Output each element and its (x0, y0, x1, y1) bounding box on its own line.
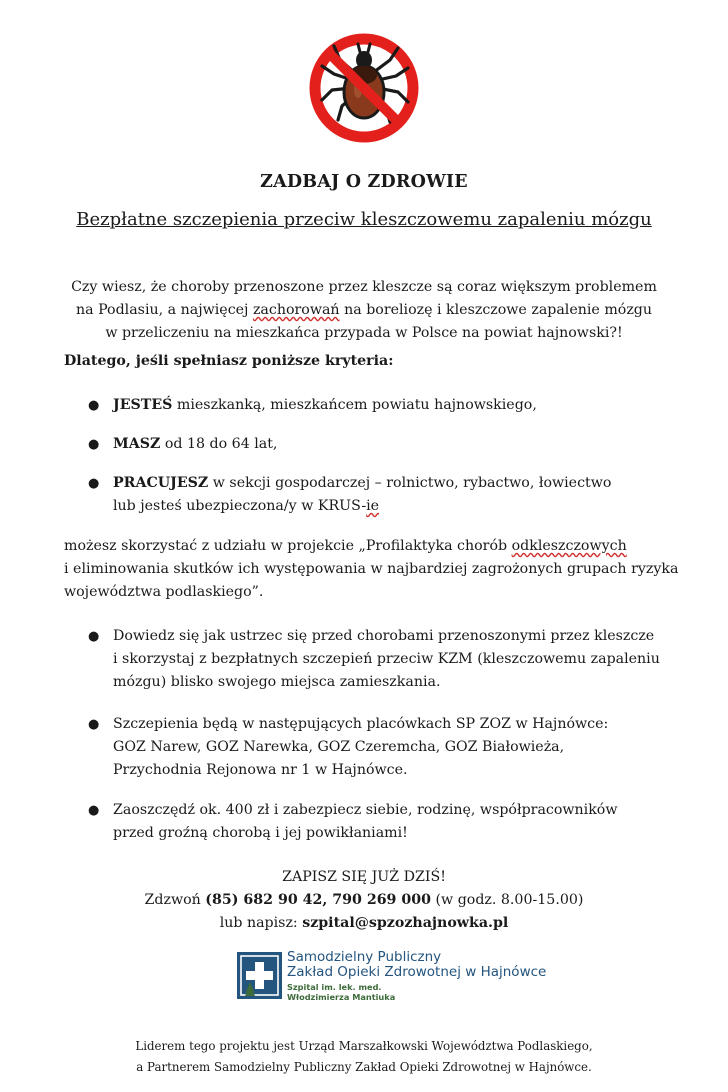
intro-line: w przeliczeniu na mieszkańca przypada w Polsce na powiat hajnowski?! (105, 325, 623, 341)
info-item: ● Zaoszczędź ok. 400 zł i zabezpiecz siebie, rodzinę, współpracowników przed groźną chorobą i jej powikłaniami! (113, 799, 673, 845)
project-paragraph (64, 535, 684, 604)
spellcheck-word: ie (366, 498, 380, 514)
page-subtitle: Bezpłatne szczepienia przeciw kleszczowemu zapaleniu mózgu (76, 209, 652, 230)
spellcheck-word: zachorowań (252, 302, 340, 318)
bullet-icon: ● (88, 803, 100, 818)
signup-phone-line: Zdzwoń (85) 682 90 42, 790 269 000 (w godz. 8.00-15.00) (144, 892, 584, 908)
no-ticks-sign-icon (306, 30, 422, 146)
signup-cta: ZAPISZ SIĘ JUŻ DZIŚ! (282, 869, 446, 885)
phone-numbers: (85) 682 90 42, 790 269 000 (205, 892, 431, 908)
criteria-item: ● JESTEŚ mieszkanką, mieszkańcem powiatu hajnowskiego, (113, 394, 673, 417)
bullet-icon: ● (88, 629, 100, 644)
criteria-lead: Dlatego, jeśli spełniasz poniższe kryteria: (64, 353, 394, 369)
spellcheck-word: odkleszczowych (511, 538, 627, 554)
footer-note: Liderem tego projektu jest Urząd Marszałkowski Województwa Podlaskiego, a Partnerem Samodzielny Publiczny Zakład Opieki Zdrowotnej w Hajnówce. (135, 1039, 593, 1074)
intro-paragraph (0, 276, 728, 345)
intro-line: na Podlasiu, a najwięcej zachorowań na boreliozę i kleszczowe zapalenie mózgu (75, 302, 653, 318)
criteria-item: ● PRACUJESZ w sekcji gospodarczej – rolnictwo, rybactwo, łowiectwo lub jesteś ubezpieczona/y w KRUS-ie (113, 472, 673, 518)
signup-email-line: lub napisz: szpital@spzozhajnowka.pl (219, 915, 509, 931)
hospital-cross-logo-icon (237, 952, 282, 999)
bullet-icon: ● (88, 437, 100, 452)
hospital-logo-text: Samodzielny Publiczny Zakład Opieki Zdrowotnej w Hajnówce Szpital im. lek. med. Włodzimierza Mantiuka (287, 949, 547, 1002)
email-address: szpital@spzozhajnowka.pl (302, 915, 509, 931)
project-line: możesz skorzystać z udziału w projekcie „Profilaktyka chorób odkleszczowych (64, 538, 627, 554)
project-line: i eliminowania skutków ich występowania w najbardziej zagrożonych grupach ryzyka (64, 561, 679, 577)
bullet-icon: ● (88, 476, 100, 491)
intro-line: Czy wiesz, że choroby przenoszone przez kleszcze są coraz większym problemem (71, 279, 657, 295)
criteria-item: ● MASZ od 18 do 64 lat, (113, 433, 673, 456)
bullet-icon: ● (88, 398, 100, 413)
bullet-icon: ● (88, 717, 100, 732)
signup-block (0, 866, 728, 935)
info-item: ● Dowiedz się jak ustrzec się przed chorobami przenoszonymi przez kleszcze i skorzystaj z bezpłatnych szczepień przeciw KZM (kleszczowemu zapaleniu mózgu) blisko swojego miejsca zamieszkania. (113, 625, 673, 694)
page-title: ZADBAJ O ZDROWIE (260, 172, 468, 192)
info-item: ● Szczepienia będą w następujących placówkach SP ZOZ w Hajnówce: GOZ Narew, GOZ Narewka, GOZ Czeremcha, GOZ Białowieża, Przychodnia Rejonowa nr 1 w Hajnówce. (113, 713, 673, 782)
project-line: województwa podlaskiego”. (64, 584, 264, 600)
